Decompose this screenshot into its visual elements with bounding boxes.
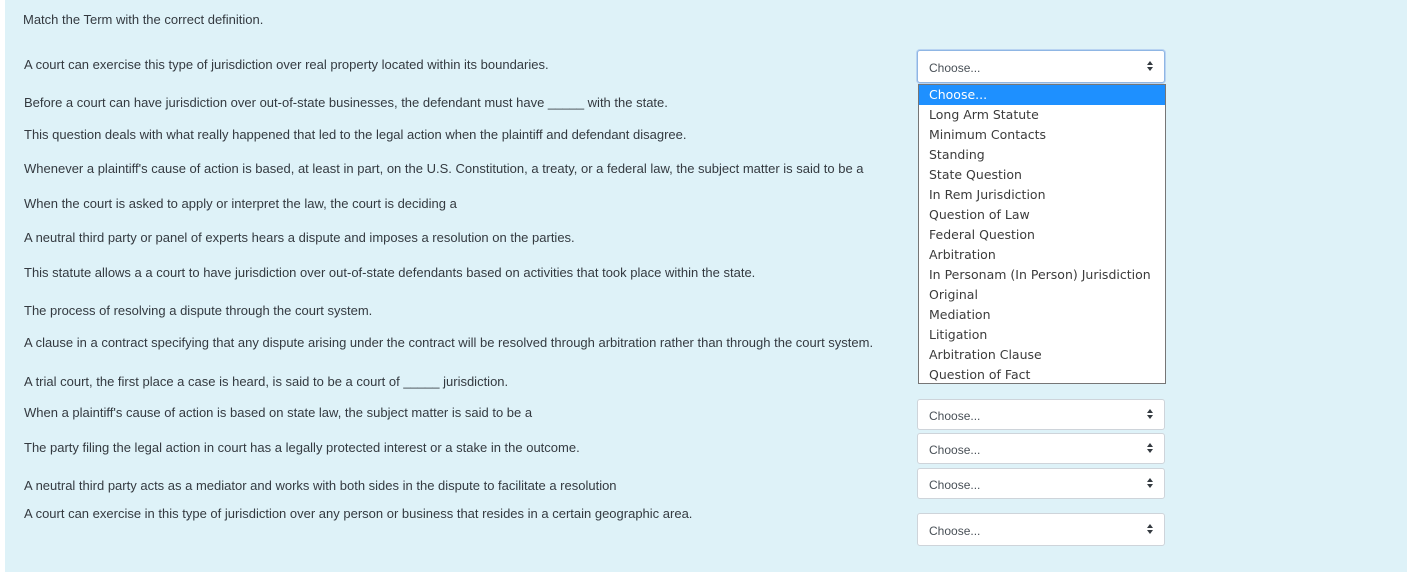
dropdown-option-arbitration[interactable]: Arbitration — [929, 247, 996, 262]
term-text-14: A court can exercise in this type of jurisdiction over any person or business that resides in a certain geographic area. — [24, 506, 693, 521]
term-text-13: A neutral third party acts as a mediator and works with both sides in the dispute to facilitate a resolution — [24, 478, 617, 493]
answer-select-value: Choose... — [929, 524, 981, 538]
answer-select-value: Choose... — [929, 443, 981, 457]
dropdown-option-in-personam-jurisdiction[interactable]: In Personam (In Person) Jurisdiction — [929, 267, 1151, 282]
dropdown-option-original[interactable]: Original — [929, 287, 978, 302]
answer-select-value: Choose... — [929, 61, 981, 75]
term-text-6: A neutral third party or panel of experts hears a dispute and imposes a resolution on the parties. — [24, 230, 575, 245]
term-text-12: The party filing the legal action in court has a legally protected interest or a stake in the outcome. — [24, 440, 580, 455]
answer-dropdown-list[interactable] — [918, 84, 1166, 384]
term-text-3: This question deals with what really happened that led to the legal action when the plaintiff and defendant disagree. — [24, 127, 687, 142]
term-text-4: Whenever a plaintiff's cause of action is based, at least in part, on the U.S. Constitution, a treaty, or a federal law, the subject matter is said to be a — [24, 161, 864, 176]
dropdown-option-standing[interactable]: Standing — [929, 147, 985, 162]
dropdown-option-question-of-law[interactable]: Question of Law — [929, 207, 1030, 222]
term-text-7: This statute allows a a court to have jurisdiction over out-of-state defendants based on activities that took place within the state. — [24, 265, 756, 280]
answer-select-12[interactable] — [917, 433, 1165, 464]
dropdown-option-minimum-contacts[interactable]: Minimum Contacts — [929, 127, 1047, 142]
answer-select-value: Choose... — [929, 409, 981, 423]
term-text-5: When the court is asked to apply or interpret the law, the court is deciding a — [24, 196, 457, 211]
up-down-arrows-icon — [1147, 478, 1153, 490]
dropdown-option-long-arm-statute[interactable]: Long Arm Statute — [929, 107, 1039, 122]
term-text-10: A trial court, the first place a case is heard, is said to be a court of _____ jurisdiction. — [24, 374, 509, 389]
dropdown-option-choose[interactable]: Choose... — [919, 85, 1165, 105]
dropdown-option-question-of-fact[interactable]: Question of Fact — [929, 367, 1031, 382]
question-instructions: Match the Term with the correct definition. — [23, 12, 264, 27]
dropdown-option-mediation[interactable]: Mediation — [929, 307, 991, 322]
answer-select-13[interactable] — [917, 468, 1165, 499]
term-text-2: Before a court can have jurisdiction over out-of-state businesses, the defendant must have _____ with the state. — [24, 95, 668, 110]
answer-select-14[interactable] — [917, 513, 1165, 546]
term-text-9: A clause in a contract specifying that any dispute arising under the contract will be resolved through arbitration rather than through the court system. — [24, 335, 874, 350]
term-text-11: When a plaintiff's cause of action is based on state law, the subject matter is said to be a — [24, 405, 533, 420]
up-down-arrows-icon — [1147, 409, 1153, 421]
dropdown-option-state-question[interactable]: State Question — [929, 167, 1022, 182]
term-text-1: A court can exercise this type of jurisdiction over real property located within its boundaries. — [24, 57, 549, 72]
up-down-arrows-icon — [1147, 524, 1153, 536]
dropdown-option-federal-question[interactable]: Federal Question — [929, 227, 1035, 242]
dropdown-option-arbitration-clause[interactable]: Arbitration Clause — [929, 347, 1042, 362]
up-down-arrows-icon — [1147, 443, 1153, 455]
term-text-8: The process of resolving a dispute through the court system. — [24, 303, 373, 318]
answer-select-value: Choose... — [929, 478, 981, 492]
up-down-arrows-icon — [1147, 61, 1153, 73]
answer-select-11[interactable] — [917, 399, 1165, 430]
dropdown-option-litigation[interactable]: Litigation — [929, 327, 988, 342]
dropdown-option-in-rem-jurisdiction[interactable]: In Rem Jurisdiction — [929, 187, 1046, 202]
answer-select-1[interactable] — [917, 50, 1165, 83]
